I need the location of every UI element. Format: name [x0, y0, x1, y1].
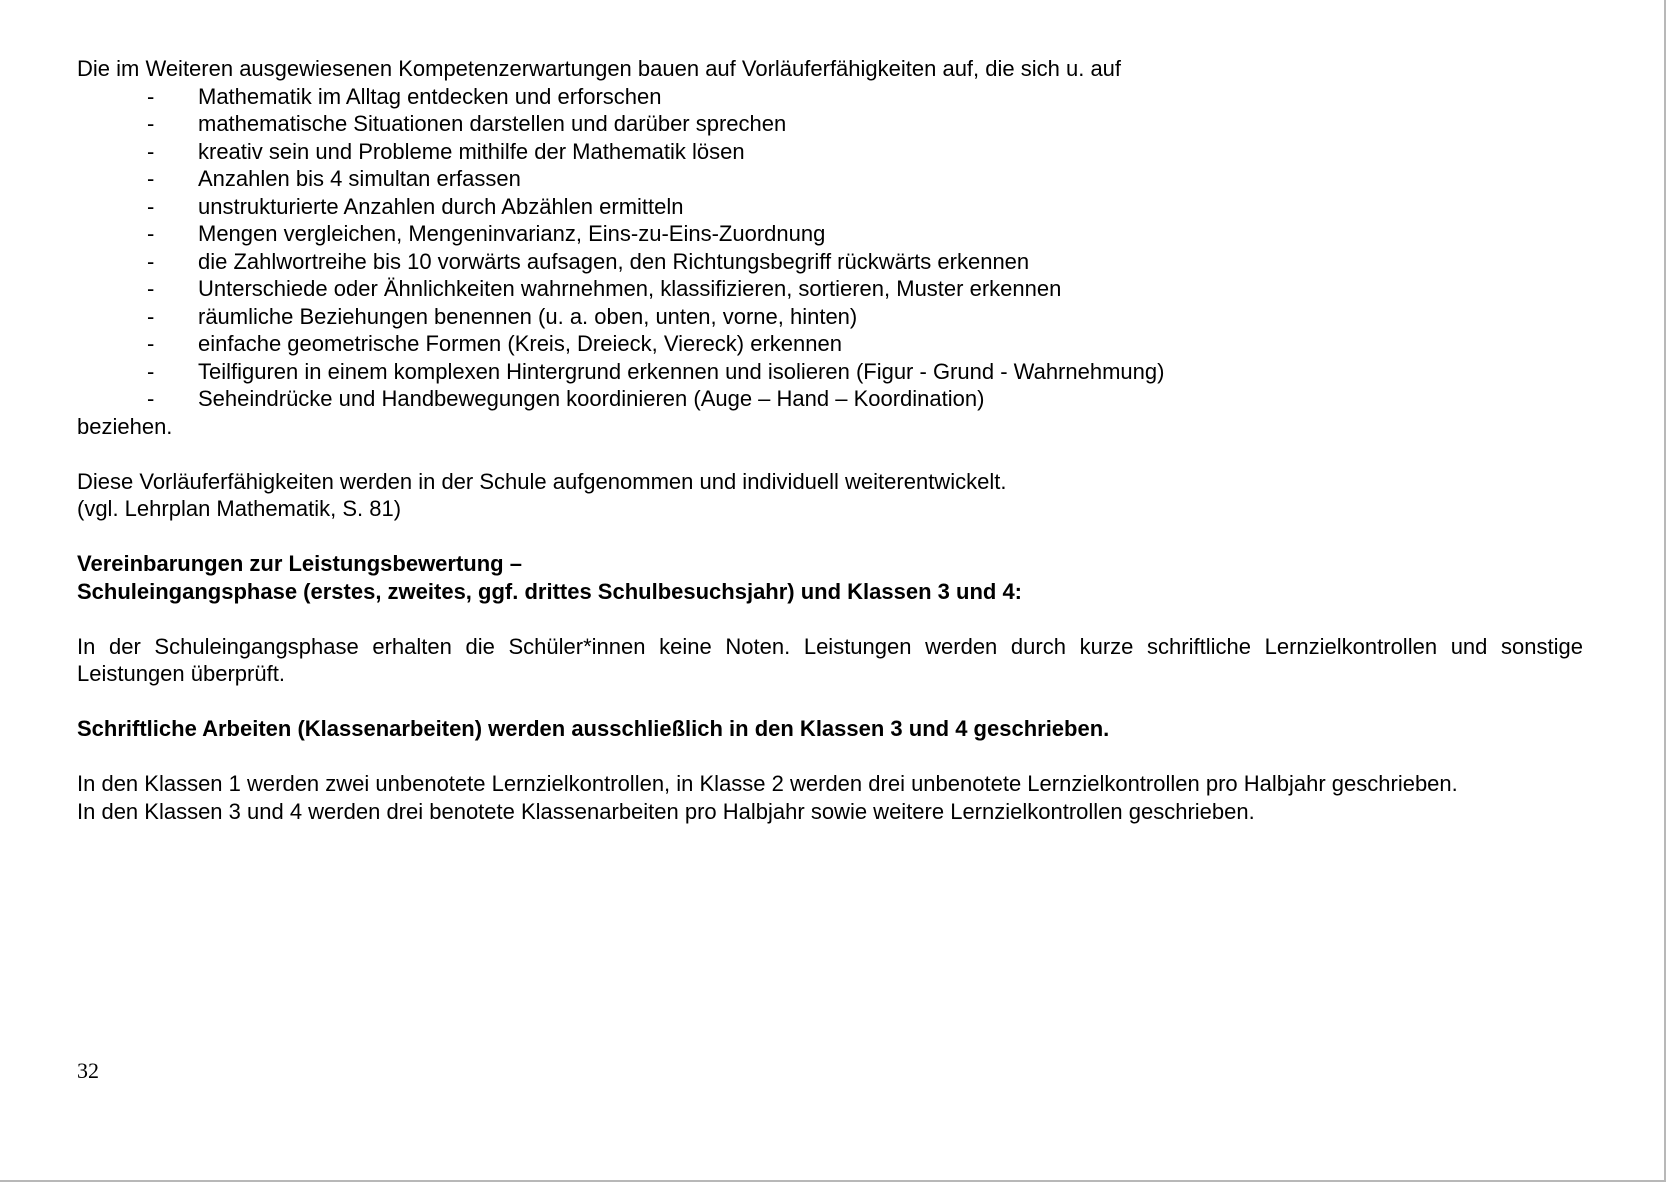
list-item-text: Mengen vergleichen, Mengeninvarianz, Eins-zu-Eins-Zuordnung: [198, 221, 826, 246]
closing-word: beziehen.: [77, 413, 173, 439]
citation: (vgl. Lehrplan Mathematik, S. 81): [77, 496, 402, 521]
list-item: [77, 110, 1583, 138]
bullet-dash: -: [147, 386, 155, 411]
spacer: [77, 688, 1583, 716]
list-item: [77, 248, 1583, 276]
section-heading-line-2: Schuleingangsphase (erstes, zweites, ggf. drittes Schulbesuchsjahr) und Klassen 3 und 4:: [77, 578, 1023, 604]
list-item-text: die Zahlwortreihe bis 10 vorwärts aufsagen, den Richtungsbegriff rückwärts erkennen: [198, 248, 1030, 274]
list-item: [77, 275, 1583, 303]
list-item: [77, 330, 1583, 358]
bullet-dash: -: [147, 248, 155, 274]
bullet-dash: -: [147, 331, 155, 356]
spacer: [77, 743, 1583, 771]
page-number: 32: [77, 1058, 99, 1083]
list-item: [77, 138, 1583, 166]
written-work-statement: Schriftliche Arbeiten (Klassenarbeiten) werden ausschließlich in den Klassen 3 und 4 geschrieben.: [77, 716, 1110, 741]
list-item-text: Anzahlen bis 4 simultan erfassen: [198, 166, 521, 191]
list-item: [77, 303, 1583, 331]
bullet-dash: -: [147, 138, 155, 164]
development-paragraph: Diese Vorläuferfähigkeiten werden in der Schule aufgenommen und individuell weiterentwickelt.: [77, 468, 1007, 494]
no-grades-paragraph: In der Schuleingangsphase erhalten die Schüler*innen keine Noten. Leistungen werden durch kurze schriftliche Lernzielkontrollen und sonstige Leistungen überprüft.: [77, 633, 1583, 686]
bullet-dash: -: [147, 83, 155, 109]
spacer: [77, 440, 1583, 468]
bullet-dash: -: [147, 358, 155, 384]
section-heading-line-1: Vereinbarungen zur Leistungsbewertung –: [77, 551, 522, 576]
intro-sentence: Die im Weiteren ausgewiesenen Kompetenzerwartungen bauen auf Vorläuferfähigkeiten auf, die sich u. auf: [77, 56, 1122, 81]
list-item-text: kreativ sein und Probleme mithilfe der Mathematik lösen: [198, 138, 745, 164]
page-content: [77, 55, 1583, 825]
classes-paragraph-line-2: In den Klassen 3 und 4 werden drei benotete Klassenarbeiten pro Halbjahr sowie weitere Lernzielkontrollen geschrieben.: [77, 798, 1255, 824]
list-item: [77, 358, 1583, 386]
list-item: [77, 193, 1583, 221]
spacer: [77, 605, 1583, 633]
list-item-text: Seheindrücke und Handbewegungen koordinieren (Auge – Hand – Koordination): [198, 386, 985, 411]
list-item-text: mathematische Situationen darstellen und darüber sprechen: [198, 111, 787, 136]
classes-paragraph-line-1: In den Klassen 1 werden zwei unbenotete Lernzielkontrollen, in Klasse 2 werden drei unbenotete Lernzielkontrollen pro Halbjahr geschrieben.: [77, 771, 1458, 796]
list-item: [77, 385, 1583, 413]
list-item: [77, 83, 1583, 111]
bullet-dash: -: [147, 111, 155, 136]
bullet-dash: -: [147, 193, 155, 219]
list-item-text: unstrukturierte Anzahlen durch Abzählen ermitteln: [198, 193, 684, 219]
list-item-text: räumliche Beziehungen benennen (u. a. oben, unten, vorne, hinten): [198, 303, 858, 329]
prerequisite-skills-list: [77, 83, 1583, 413]
list-item-text: Unterschiede oder Ähnlichkeiten wahrnehmen, klassifizieren, sortieren, Muster erkennen: [198, 276, 1062, 301]
list-item-text: Mathematik im Alltag entdecken und erforschen: [198, 83, 662, 109]
bullet-dash: -: [147, 303, 155, 329]
bullet-dash: -: [147, 276, 155, 301]
spacer: [77, 523, 1583, 551]
list-item-text: Teilfiguren in einem komplexen Hintergrund erkennen und isolieren (Figur - Grund - Wahrnehmung): [198, 358, 1165, 384]
list-item: [77, 220, 1583, 248]
list-item-text: einfache geometrische Formen (Kreis, Dreieck, Viereck) erkennen: [198, 331, 842, 356]
bullet-dash: -: [147, 221, 155, 246]
bullet-dash: -: [147, 166, 155, 191]
list-item: [77, 165, 1583, 193]
